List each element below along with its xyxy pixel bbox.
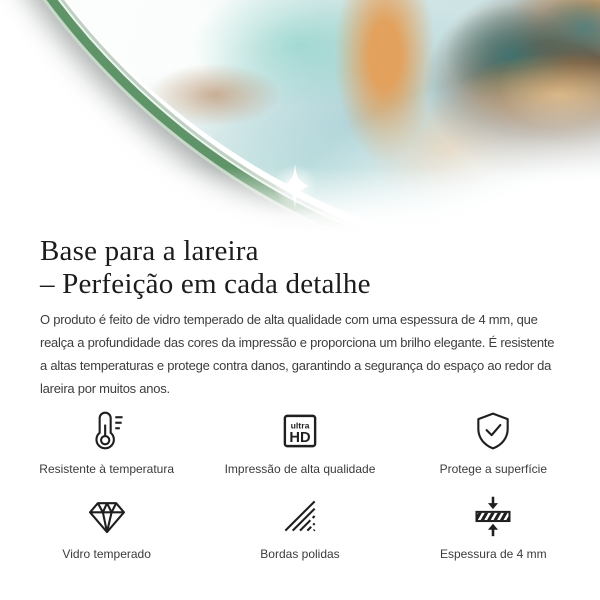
- feature-label: Protege a superfície: [439, 462, 548, 476]
- thermometer-icon: [85, 409, 129, 453]
- feature-print-quality: [203, 408, 396, 477]
- feature-label: Bordas polidas: [260, 547, 340, 561]
- page-title: [40, 235, 560, 301]
- title-line-1: Base para a lareira: [40, 235, 259, 267]
- title-line-2: – Perfeição em cada detalhe: [40, 268, 371, 300]
- product-description: O produto é feito de vidro temperado de alta qualidade com uma espessura de 4 mm, que realça a profundidade das cores da impressão e proporciona um brilho elegante. É resistente a altas temperaturas e protege contra danos, garantindo a segurança do espaço ao redor da lareira por muitos anos.: [40, 312, 555, 396]
- svg-text:HD: HD: [289, 430, 311, 446]
- feature-grid: [10, 408, 590, 562]
- feature-thickness: [397, 493, 590, 562]
- feature-label: Espessura de 4 mm: [439, 547, 547, 561]
- svg-text:ultra: ultra: [290, 420, 310, 431]
- feature-tempered-glass: [10, 493, 203, 562]
- polished-edges-icon: [278, 494, 322, 538]
- feature-label: Impressão de alta qualidade: [224, 462, 376, 476]
- feature-polished-edges: [203, 493, 396, 562]
- feature-label: Resistente à temperatura: [39, 462, 175, 476]
- feature-temperature: [10, 408, 203, 477]
- diamond-icon: [85, 494, 129, 538]
- ultra-hd-icon: [278, 409, 322, 453]
- product-image: [0, 0, 600, 232]
- shield-check-icon: [471, 409, 515, 453]
- marble-artwork: [0, 0, 600, 232]
- feature-surface-protection: [397, 408, 590, 477]
- thickness-icon: [471, 494, 515, 538]
- feature-label: Vidro temperado: [62, 547, 151, 561]
